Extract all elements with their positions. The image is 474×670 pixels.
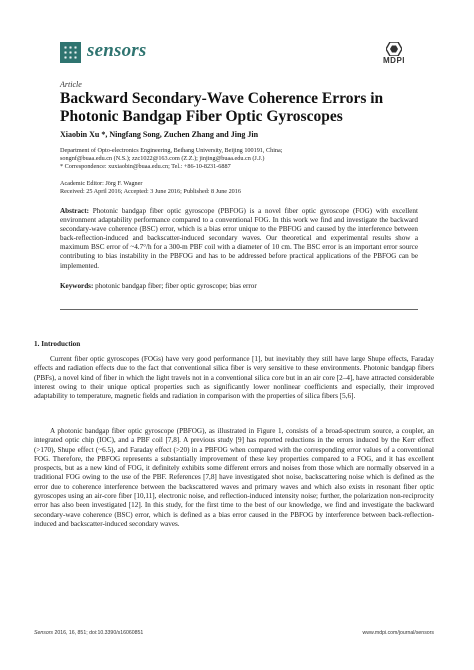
publisher-name: MDPI [383,56,405,65]
mdpi-hexagon-icon [386,42,402,56]
body-paragraph-2 [34,427,434,529]
keywords-label: Keywords: [60,282,94,290]
editorial-info [60,180,420,196]
body-paragraph-1 [34,355,434,401]
journal-name: sensors [87,40,147,61]
academic-editor: Academic Editor: Jörg F. Wagner [60,180,143,187]
section-heading: 1. Introduction [34,340,81,348]
footer-url: www.mdpi.com/journal/sensors [362,630,434,636]
author-list: Xiaobin Xu *, Ningfang Song, Zuchen Zhang and Jing Jin [60,130,259,139]
abstract-label: Abstract: [60,207,89,215]
paragraph-text: A photonic bandgap fiber optic gyroscope (PBFOG), as illustrated in Figure 1, consists of a broad-spectrum source, a coupler, an integrated optic chip (IOC), and a PBF coil [7,8]. A previous study [9] has reported reductions in the errors induced by the Kerr effect (>170), Shupe effect (~6.5), and Faraday effect (>20) in a PBFOG when compared with the corresponding error values of a conventional FOG. Therefore, the PBFOG represents a substantially improvement of these key properties compared to a FOG, and it has excellent prospects, but as a new kind of FOG, it definitely exhibits some different errors and noises from those which are normally observed in a traditional FOG owing to the use of the PBF. References [7,8] have investigated shot noise, backscattering noise which is defined as the error due to coherence interference between the backscattered waves and primary waves and which also exists in resonant fiber optic gyroscopes using an air-core fiber [10,11], electronic noise, and reflection-induced intensity noise; further, the polarization non-reciprocity error has also been investigated [12]. In this study, for the first time to the best of our knowledge, we find and investigate the backward secondary-wave coherence (BSC) error, which is defined as a bias error caused in the PBFOG by interference between back-reflection-induced and backscatter-induced secondary waves. [34,427,434,528]
publisher-logo [374,42,414,68]
keywords [60,282,418,291]
footer-citation [34,630,143,636]
publication-dates: Received: 25 April 2016; Accepted: 3 June 2016; Published: 8 June 2016 [60,188,241,196]
section-divider [60,309,418,310]
citation-details: 2016, 16, 851; doi:10.3390/s16060851 [53,630,144,636]
affiliation: Department of Opto-electronics Engineering, Beihang University, Beijing 100191, China; [60,147,283,154]
abstract [60,207,418,271]
abstract-text: Photonic bandgap fiber optic gyroscope (PBFOG) is a novel fiber optic gyroscope (FOG) with excellent environment adaptability performance compared to a conventional FOG. In this work we find and investigate the backward secondary-wave coherence (BSC) error, which is a bias error unique to the PBFOG and caused by the interference between back-reflection-induced and backscatter-induced secondary waves. Our theoretical and experimental results show a maximum BSC error of ~4.7°/h for a 300-m PBF coil with a diameter of 10 cm. The BSC error is an important error source contributing to bias instability in the PBFOG and has to be addressed before practical applications of the PBFOG can be implemented. [60,207,418,270]
paper-title: Backward Secondary-Wave Coherence Errors in Photonic Bandgap Fiber Optic Gyroscopes [60,90,384,125]
citation-journal: Sensors [34,630,54,636]
affiliation-block [60,147,420,172]
correspondence: * Correspondence: xuxiaobin@buaa.edu.cn; Tel.: +86-10-8231-6887 [60,163,231,171]
sensors-logo-icon [60,42,81,63]
article-type: Article [60,80,82,89]
paragraph-text: Current fiber optic gyroscopes (FOGs) have very good performance [1], but inevitably they still have large Shupe effects, Faraday effects and radiation effects due to the fact that conventional silica fiber is very sensitive to these environments. Photonic bandgap fibers (PBFs), a novel kind of fiber in which the light travels not in a conventional silica core but in an air core [2–4], have attracted considerable interest owing to their unique optical properties such as significantly lower nonlinear coefficients and especially, their improved adaptability to temperature, magnetic fields and radiation in comparison with the properties of silica fibers [5,6]. [34,355,434,401]
keywords-text: photonic bandgap fiber; fiber optic gyroscope; bias error [95,282,257,290]
author-emails: songnf@buaa.edu.cn (N.S.); zzc1022@163.com (Z.Z.); jinjing@buaa.edu.cn (J.J.) [60,155,265,163]
